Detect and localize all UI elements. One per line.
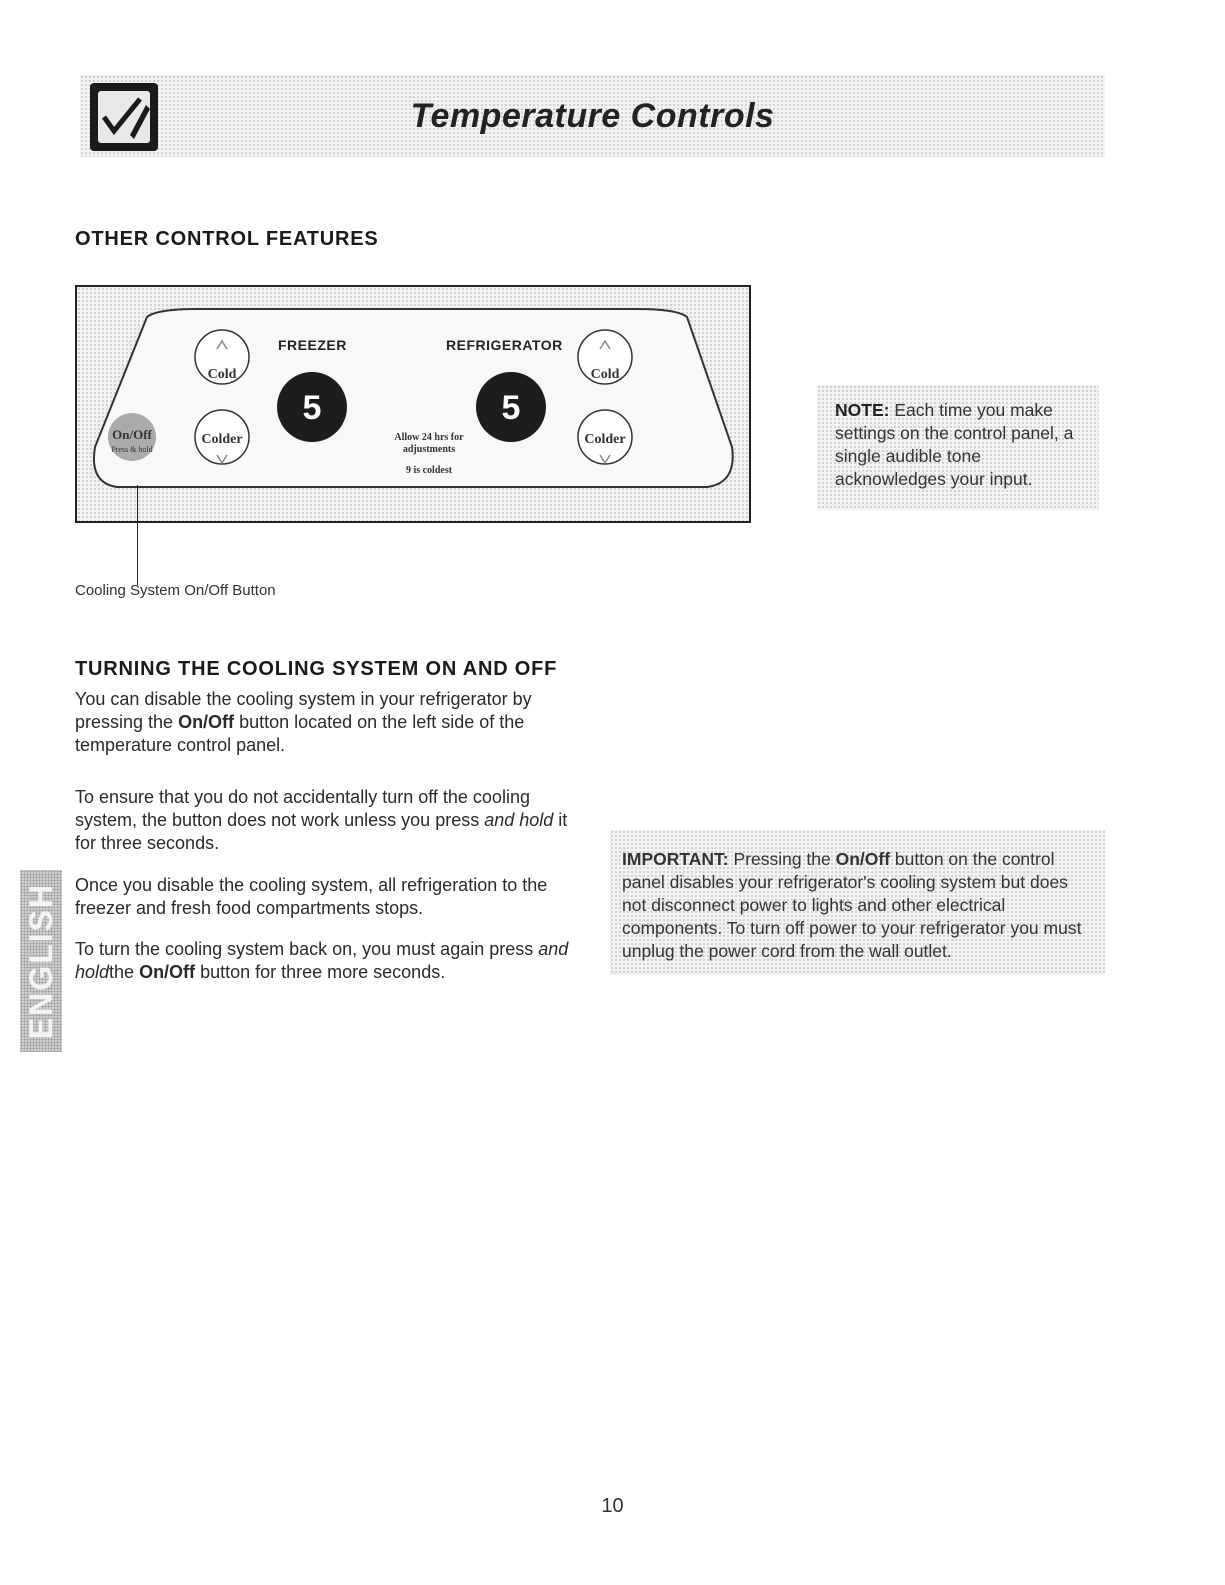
- freezer-display: 5: [302, 389, 322, 427]
- and-hold-emphasis: and hold: [484, 810, 554, 830]
- language-tab: [20, 870, 62, 1052]
- page-number: 10: [601, 1495, 624, 1517]
- freezer-label: FREEZER: [278, 337, 347, 353]
- note-text: Each time you make settings on the control panel, a single audible tone acknowledges your input.: [835, 400, 1074, 489]
- adjustment-note-line2: adjustments: [402, 444, 456, 455]
- header-banner: [80, 75, 1105, 157]
- text-span: You can disable the cooling system in your refrigerator by pressing the: [75, 689, 532, 732]
- text-span: To ensure that you do not accidentally turn off the cooling system, the button does not work unless you press: [75, 787, 530, 830]
- important-label: IMPORTANT:: [622, 849, 729, 869]
- refrigerator-display: 5: [501, 389, 521, 427]
- page-title: Temperature Controls: [410, 97, 775, 135]
- onoff-button: On/Off: [112, 427, 152, 442]
- coldest-note: 9 is coldest: [405, 465, 453, 476]
- paragraph-disable: [75, 688, 575, 757]
- control-panel-graphic: [77, 287, 749, 521]
- important-box: [610, 830, 1105, 975]
- press-hold-label: Press & hold: [111, 445, 153, 454]
- section-heading-turning: TURNING THE COOLING SYSTEM ON AND OFF: [75, 658, 558, 680]
- refrigerator-cold-button: Cold: [590, 367, 620, 382]
- paragraph-stops: Once you disable the cooling system, all refrigeration to the freezer and fresh food compartments stops.: [75, 875, 548, 918]
- section-heading-other-features: OTHER CONTROL FEATURES: [75, 228, 379, 250]
- note-label: NOTE:: [835, 400, 890, 420]
- adjustment-note: [369, 432, 489, 456]
- paragraph-ensure: [75, 786, 575, 855]
- text-span: To turn the cooling system back on, you must again press: [75, 939, 539, 959]
- control-panel-illustration: [75, 285, 751, 523]
- adjustment-note-line1: Allow 24 hrs for: [394, 432, 464, 443]
- callout-label: Cooling System On/Off Button: [75, 582, 276, 599]
- and-hold-emphasis: and hold: [75, 939, 569, 982]
- callout-line: [137, 485, 138, 585]
- text-span: the: [109, 962, 140, 982]
- paragraph-turn-on: [75, 938, 575, 984]
- onoff-emphasis: On/Off: [835, 849, 891, 869]
- onoff-emphasis: On/Off: [139, 962, 196, 982]
- language-tab-label: ENGLISH: [23, 882, 59, 1040]
- text-span: button located on the left side of the temperature control panel.: [75, 712, 525, 755]
- text-span: button for three more seconds.: [195, 962, 446, 982]
- freezer-cold-button: Cold: [207, 367, 237, 382]
- refrigerator-label: REFRIGERATOR: [446, 337, 563, 353]
- text-span: it for three seconds.: [75, 810, 568, 853]
- refrigerator-colder-button: Colder: [584, 432, 626, 447]
- text-span: button on the control panel disables your refrigerator's cooling system but does not disconnect power to lights and other electrical components. To turn off power to your refrigerator you must unplug the power cord from the wall outlet.: [622, 849, 1082, 961]
- note-box: [817, 385, 1099, 510]
- text-span: Pressing the: [728, 849, 836, 869]
- onoff-emphasis: On/Off: [178, 712, 235, 732]
- freezer-colder-button: Colder: [201, 432, 243, 447]
